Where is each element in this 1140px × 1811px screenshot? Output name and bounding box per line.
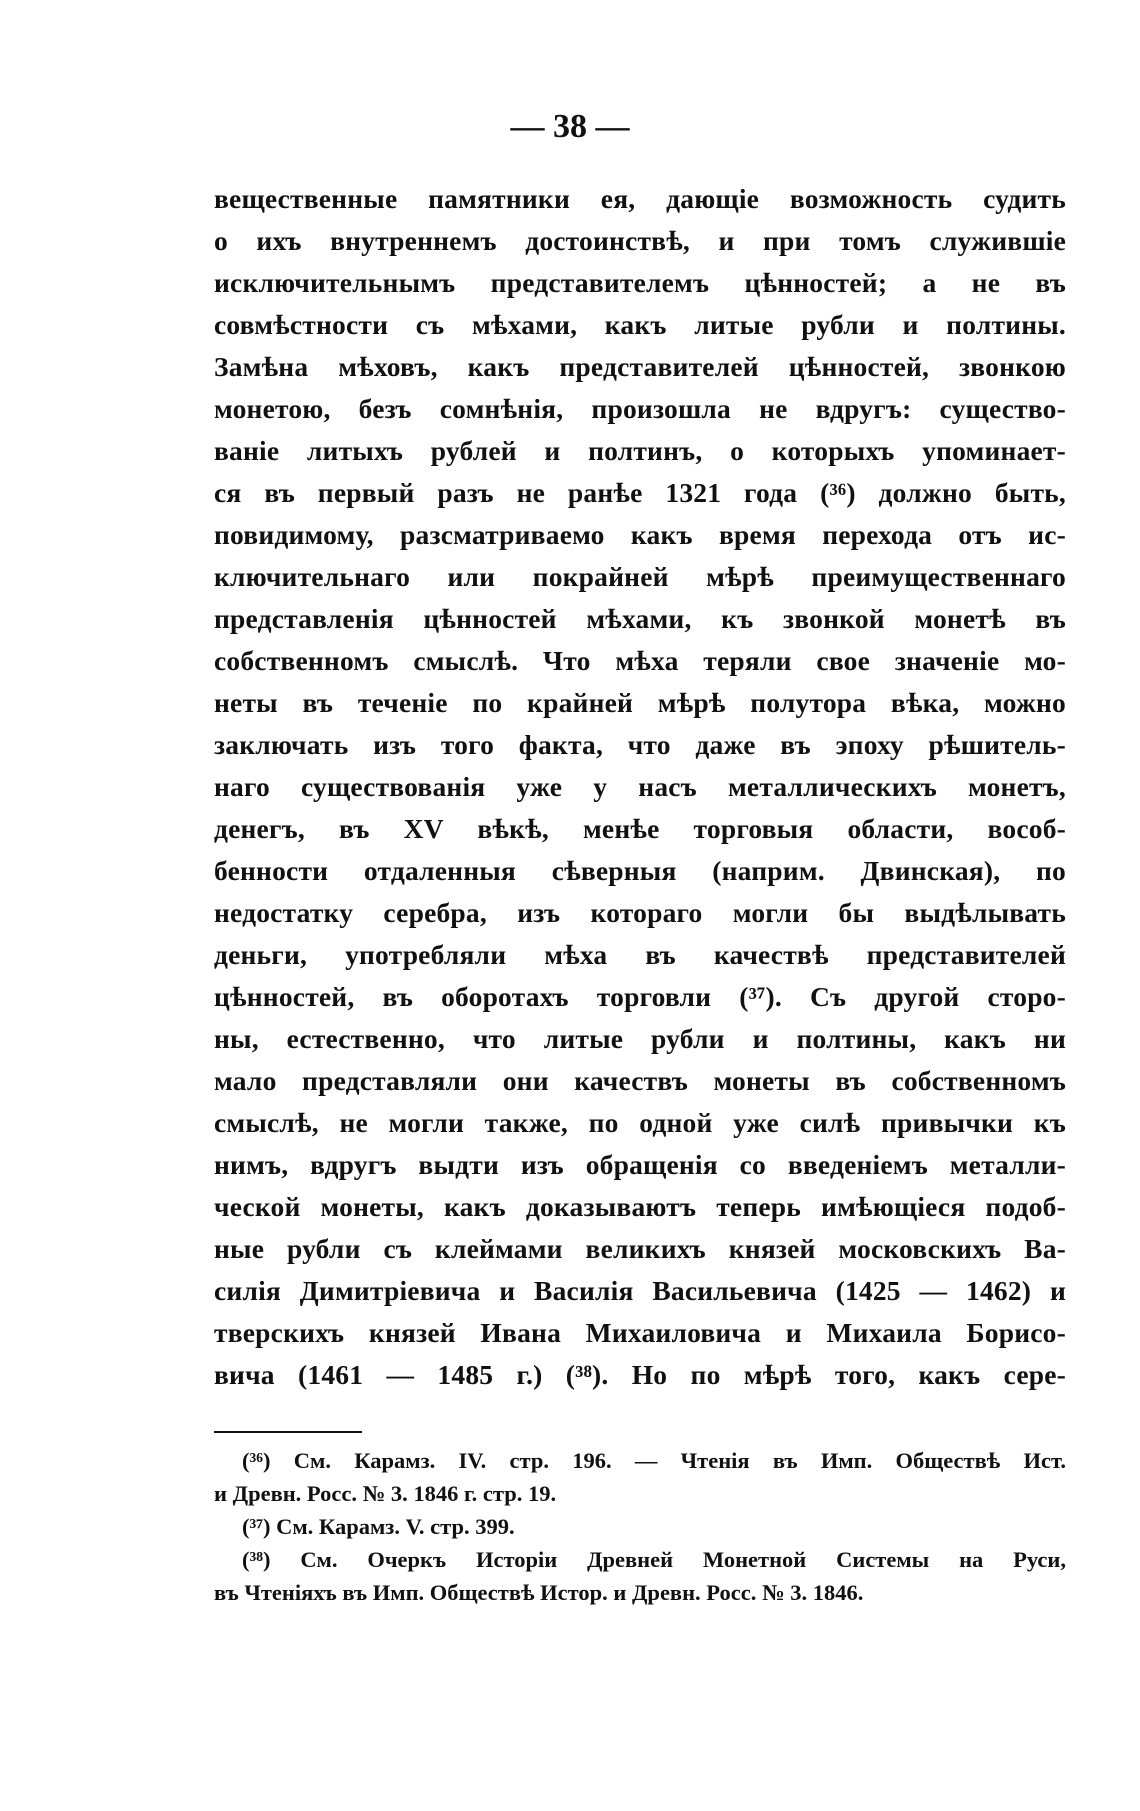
body-line: недостатку серебра, изъ котораго могли бы выдѣлывать: [214, 897, 1066, 928]
body-line: нимъ, вдругъ выдти изъ обращенія со введеніемъ металли-: [214, 1149, 1066, 1180]
footnote-38-continued: въ Чтеніяхъ въ Имп. Обществѣ Истор. и Древн. Росс. № 3. 1846.: [214, 1580, 864, 1605]
body-line: повидимому, разсматриваемо какъ время перехода отъ ис-: [214, 519, 1066, 550]
footnote-38: (³⁸) См. Очеркъ Исторіи Древней Монетной Системы на Руси,: [242, 1547, 1066, 1572]
body-line: ваніе литыхъ рублей и полтинъ, о которыхъ упоминает-: [214, 435, 1066, 466]
body-line: исключительнымъ представителемъ цѣнностей; а не въ: [214, 267, 1066, 298]
body-line: вича (1461 — 1485 г.) (³⁸). Но по мѣрѣ того, какъ сере-: [214, 1359, 1066, 1390]
body-line: неты въ теченіе по крайней мѣрѣ полутора вѣка, можно: [214, 687, 1066, 718]
footnote-37: (³⁷) См. Карамз. V. стр. 399.: [242, 1514, 515, 1539]
body-line: ные рубли съ клеймами великихъ князей московскихъ Ва-: [214, 1233, 1066, 1264]
body-line: мало представляли они качествъ монеты въ собственномъ: [214, 1065, 1066, 1096]
body-line: монетою, безъ сомнѣнія, произошла не вдругъ: существо-: [214, 393, 1066, 424]
body-line: ческой монеты, какъ доказываютъ теперь имѣющіеся подоб-: [214, 1191, 1066, 1222]
body-line: о ихъ внутреннемъ достоинствѣ, и при томъ служившіе: [214, 225, 1066, 256]
body-line: цѣнностей, въ оборотахъ торговли (³⁷). Съ другой сторо-: [214, 981, 1066, 1012]
footnote-36-continued: и Древн. Росс. № 3. 1846 г. стр. 19.: [214, 1481, 557, 1506]
body-line: представленія цѣнностей мѣхами, къ звонкой монетѣ въ: [214, 603, 1066, 634]
body-line: денегъ, въ XV вѣкѣ, менѣе торговыя области, вособ-: [214, 813, 1066, 844]
body-line: заключать изъ того факта, что даже въ эпоху рѣшитель-: [214, 729, 1066, 760]
body-line: Замѣна мѣховъ, какъ представителей цѣнностей, звонкою: [214, 351, 1066, 382]
footnotes: [214, 1444, 1066, 1609]
page-number: — 38 —: [510, 108, 630, 145]
body-line: вещественные памятники ея, дающіе возможность судить: [214, 183, 1066, 214]
body-line: наго существованія уже у насъ металлическихъ монетъ,: [214, 771, 1066, 802]
body-line: совмѣстности съ мѣхами, какъ литые рубли и полтины.: [214, 309, 1066, 340]
body-line: смыслѣ, не могли также, по одной уже силѣ привычки къ: [214, 1107, 1066, 1138]
footnote-36: (³⁶) См. Карамз. IV. стр. 196. — Чтенія въ Имп. Обществѣ Ист.: [242, 1448, 1066, 1473]
body-line: деньги, употребляли мѣха въ качествѣ представителей: [214, 939, 1066, 970]
body-line: ключительнаго или покрайней мѣрѣ преимущественнаго: [214, 561, 1066, 592]
body-line: собственномъ смыслѣ. Что мѣха теряли свое значеніе мо-: [214, 645, 1066, 676]
body-text: [214, 178, 1066, 1396]
body-line: силія Димитріевича и Василія Васильевича (1425 — 1462) и: [214, 1275, 1066, 1306]
body-line: бенности отдаленныя сѣверныя (наприм. Двинская), по: [214, 855, 1066, 886]
body-line: ся въ первый разъ не ранѣе 1321 года (³⁶) должно быть,: [214, 477, 1066, 508]
body-line: тверскихъ князей Ивана Михаиловича и Михаила Борисо-: [214, 1317, 1066, 1348]
footnote-separator: [214, 1431, 362, 1433]
body-line: ны, естественно, что литые рубли и полтины, какъ ни: [214, 1023, 1066, 1054]
